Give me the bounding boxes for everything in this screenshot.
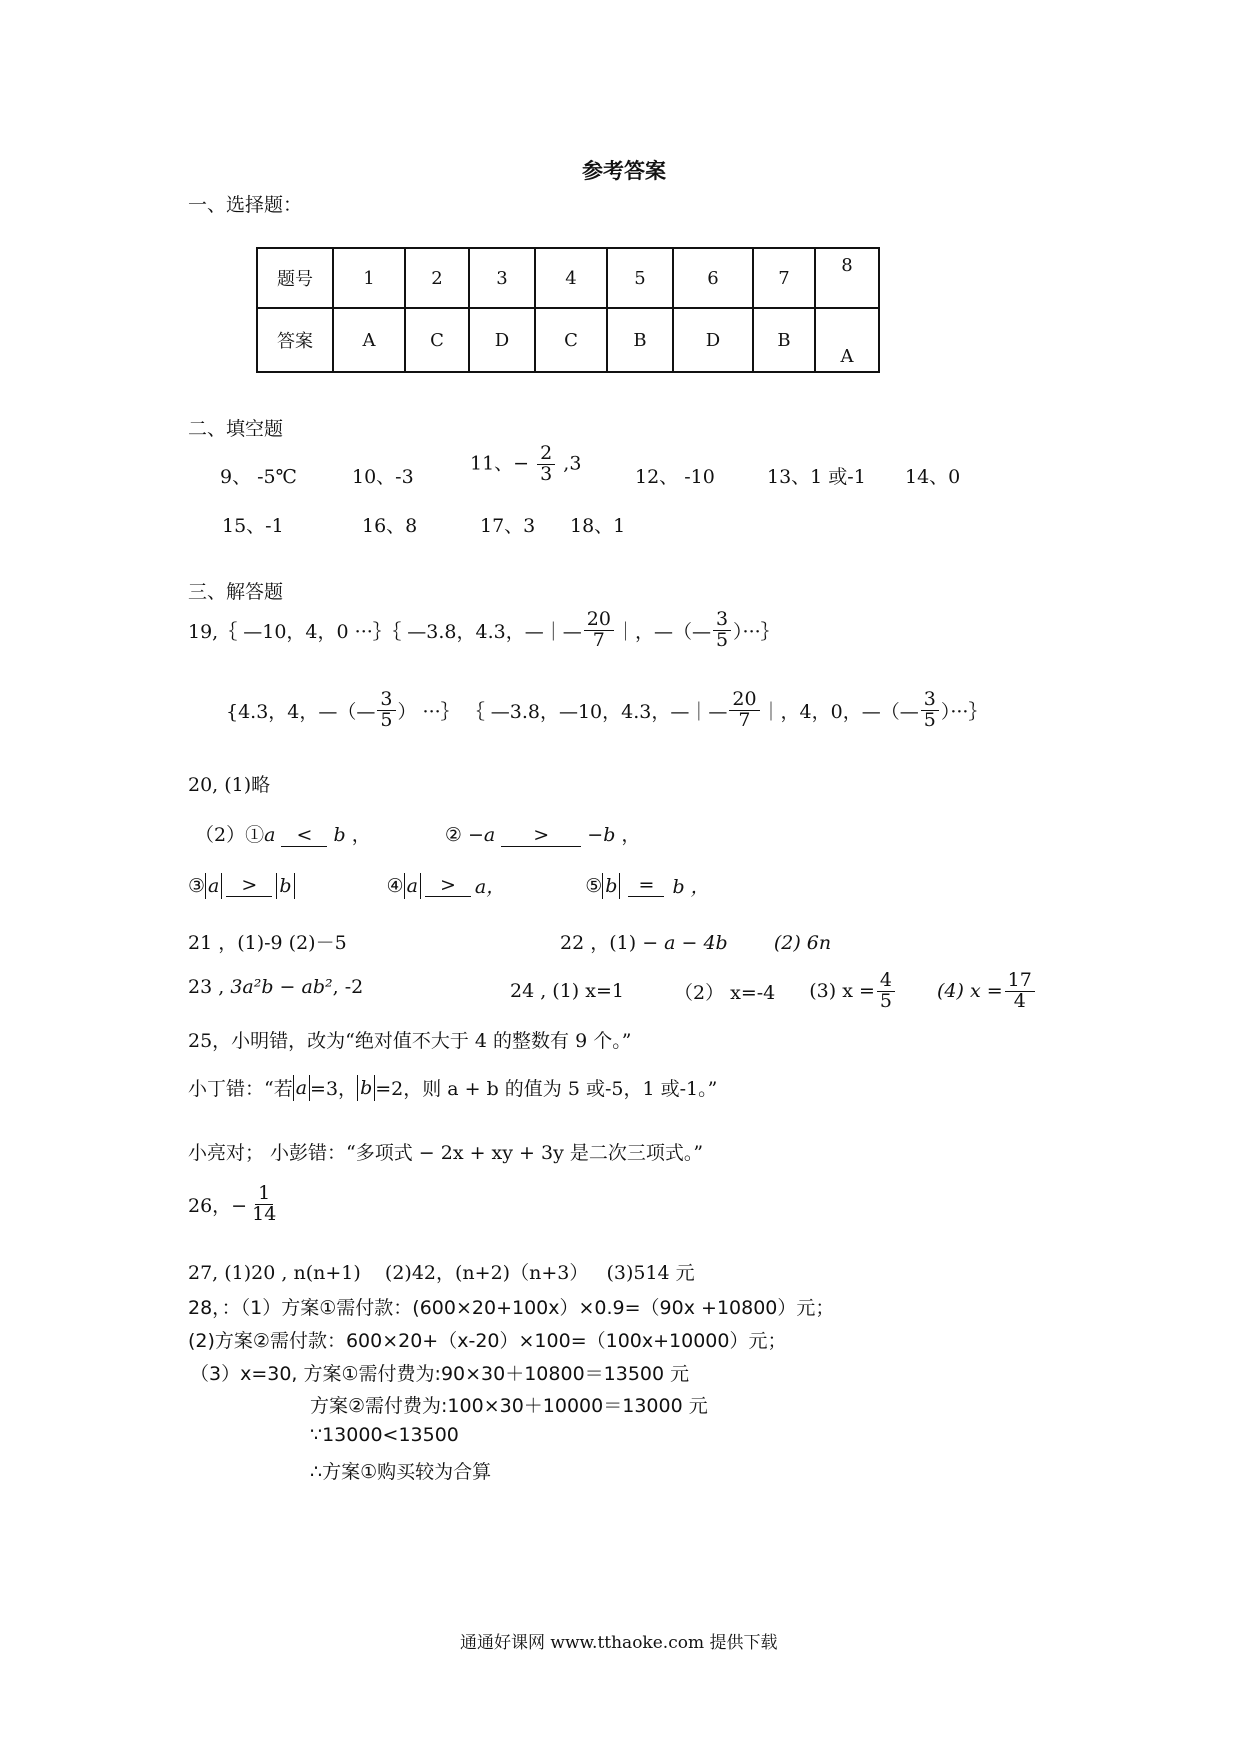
q19-fraction-3-5 <box>377 690 395 731</box>
q22-part2: (2) 6n <box>773 932 832 954</box>
abs-b: b <box>357 1075 375 1101</box>
table-cell: 5 <box>607 248 673 308</box>
relation-blank-3: > <box>226 874 272 897</box>
answer-q24 <box>510 958 1037 1024</box>
p2-comma: ， <box>351 824 371 846</box>
answer-q10: 10、-3 <box>352 466 414 488</box>
q19-l2-b: ） ···｝ ｛ —3.8，—10，4.3，—｜— <box>397 700 728 723</box>
q26-fraction <box>249 1184 279 1225</box>
table-cell: B <box>753 308 815 372</box>
var-b: b <box>333 824 346 846</box>
answer-q25-line3: 小亮对； 小彭错：“多项式 − 2x + xy + 3y 是二次三项式。” <box>188 1142 704 1164</box>
q26-prefix: 26，− <box>188 1194 248 1217</box>
answer-q19-line2 <box>226 690 987 731</box>
denominator: 4 <box>1013 989 1026 1012</box>
neg-a: −a <box>467 824 496 846</box>
circle-2: ② <box>444 824 462 846</box>
q19-fraction-3-5 <box>713 610 731 651</box>
section-heading-fill: 二、填空题 <box>188 418 284 440</box>
table-cell: A <box>815 308 879 372</box>
table-cell: B <box>607 308 673 372</box>
q24-part3: (3) x = <box>809 980 875 1002</box>
numerator: 17 <box>1005 971 1035 992</box>
table-header-label: 题号 <box>257 248 333 308</box>
var-a: a <box>264 824 276 846</box>
table-cell: A <box>333 308 405 372</box>
q23-expression: 3a²b − ab² <box>230 976 333 998</box>
answer-q21: 21 ，(1)-9 (2)－5 <box>188 932 347 954</box>
table-cell: 4 <box>535 248 607 308</box>
answer-q11 <box>470 444 581 485</box>
answer-q28-line1: 28，：（1）方案①需付款：(600×20+100x）×0.9=（90x +10800）元； <box>188 1297 835 1319</box>
numerator: 20 <box>584 610 614 631</box>
answer-q28-line2: (2)方案②需付款：600×20+（x-20）×100=（100x+10000）元； <box>188 1330 787 1352</box>
q25-l2-c: =2，则 a + b 的值为 5 或-5，1 或-1。” <box>375 1078 718 1100</box>
table-answer-label: 答案 <box>257 308 333 372</box>
table-row <box>257 248 879 308</box>
table-cell: D <box>673 308 753 372</box>
answer-q16: 16、8 <box>362 515 418 537</box>
denominator: 14 <box>252 1202 277 1225</box>
answer-q25-line1: 25，小明错，改为“绝对值不大于 4 的整数有 9 个。” <box>188 1030 632 1052</box>
var-a-end: a， <box>474 876 506 898</box>
answer-table <box>256 247 880 373</box>
circle-3: ③ <box>188 874 206 897</box>
q24-part1: 24 , (1) x=1 <box>510 980 624 1002</box>
p2-prefix: （2）① <box>195 824 265 846</box>
answer-q23 <box>188 976 363 998</box>
answer-q19-line1 <box>188 610 780 651</box>
abs-a: a <box>293 1075 310 1101</box>
section-heading-solve: 三、解答题 <box>188 581 284 603</box>
numerator: 4 <box>877 971 895 992</box>
section-heading-choice: 一、选择题： <box>188 194 303 216</box>
answer-q27: 27, (1)20 , n(n+1) (2)42，(n+2)（n+3） (3)514 元 <box>188 1262 695 1284</box>
answer-q22 <box>560 928 831 955</box>
answer-q14: 14、0 <box>905 466 961 488</box>
answer-q20-part1: 20, (1)略 <box>188 774 271 796</box>
q11-suffix: ,3 <box>563 452 582 475</box>
answer-q28-line5: ∵13000<13500 <box>310 1424 459 1446</box>
relation-blank-4: > <box>425 874 471 897</box>
neg-b: −b <box>587 824 616 846</box>
table-cell: 3 <box>469 248 535 308</box>
answer-q12: 12、 -10 <box>635 466 715 488</box>
q19-fraction-3-5 <box>921 690 939 731</box>
numerator: 20 <box>729 690 759 711</box>
table-cell: 1 <box>333 248 405 308</box>
answer-q25-line2 <box>188 1074 717 1101</box>
answer-q26 <box>188 1184 281 1225</box>
answer-q28-line6: ∴方案①购买较为合算 <box>310 1461 492 1483</box>
answer-q9: 9、 -5℃ <box>220 466 297 488</box>
q24-fraction-4-5 <box>877 968 895 1012</box>
table-cell: 8 <box>815 248 879 308</box>
q19-l2-d: ）···｝ <box>940 700 988 723</box>
numerator: 1 <box>255 1184 273 1205</box>
table-cell: 7 <box>753 248 815 308</box>
table-row <box>257 308 879 372</box>
q19-l1-b: ｜，—（— <box>615 620 711 643</box>
relation-blank-1: < <box>281 824 327 847</box>
page-title: 参考答案 <box>582 158 666 183</box>
denominator: 7 <box>592 628 605 651</box>
circle-4: ④ <box>386 874 404 897</box>
denominator: 5 <box>879 989 892 1012</box>
table-cell: C <box>535 308 607 372</box>
table-cell: 6 <box>673 248 753 308</box>
answer-q20-part3 <box>188 872 710 899</box>
numerator: 3 <box>377 690 395 711</box>
q11-prefix: 11、− <box>470 452 530 475</box>
q23-prefix: 23 , <box>188 976 225 998</box>
q19-fraction-20-7 <box>584 610 614 651</box>
q22-expression: − a − 4b <box>642 932 728 954</box>
answer-q18: 18、1 <box>570 515 626 537</box>
q25-l2-a: 小丁错：“若 <box>188 1078 293 1100</box>
relation-blank-2: > <box>501 824 581 847</box>
q19-fraction-20-7 <box>729 690 759 731</box>
table-cell: D <box>469 308 535 372</box>
q19-l1-c: ）···｝ <box>733 620 780 643</box>
table-cell: 2 <box>405 248 469 308</box>
q19-l1-a: 19,｛ —10，4，0 ···｝｛ —3.8，4.3，—｜— <box>188 620 582 643</box>
q24-part4: (4) x = <box>937 980 1003 1002</box>
answer-q17: 17、3 <box>480 515 536 537</box>
abs-a: a <box>205 873 222 899</box>
table-cell: C <box>405 308 469 372</box>
circle-5: ⑤ <box>585 874 603 897</box>
answer-q28-line4: 方案②需付费为:100×30＋10000＝13000 元 <box>310 1395 708 1417</box>
relation-blank-5: = <box>628 874 664 897</box>
var-b-end: b ， <box>672 876 710 898</box>
q19-l2-a: {4.3，4，—（— <box>226 700 376 723</box>
answer-q13: 13、1 或-1 <box>767 466 866 488</box>
p2-end: ， <box>621 824 641 846</box>
numerator: 3 <box>713 610 731 631</box>
abs-b: b <box>276 873 294 899</box>
answer-q20-part2 <box>195 820 640 847</box>
denominator: 5 <box>923 708 936 731</box>
q24-fraction-17-4 <box>1005 968 1035 1012</box>
numerator: 3 <box>921 690 939 711</box>
q11-fraction <box>537 444 555 485</box>
answer-q28-line3: （3）x=30, 方案①需付费为:90×30＋10800＝13500 元 <box>190 1363 690 1385</box>
abs-a: a <box>404 873 421 899</box>
q23-suffix: , -2 <box>332 976 364 998</box>
denominator: 5 <box>715 628 729 651</box>
abs-b: b <box>602 873 620 899</box>
q25-l2-b: =3， <box>310 1078 358 1100</box>
answer-q15: 15、-1 <box>222 515 284 537</box>
q11-denominator: 3 <box>540 462 553 485</box>
q11-numerator: 2 <box>537 444 555 465</box>
denominator: 7 <box>738 708 751 731</box>
q22-prefix: 22 ，(1) <box>560 932 637 954</box>
denominator: 5 <box>380 708 393 731</box>
q19-l2-c: ｜，4，0，—（— <box>761 700 919 723</box>
page-footer: 通通好课网 www.tthaoke.com 提供下载 <box>460 1633 778 1653</box>
q24-part2: （2） x=-4 <box>673 981 776 1004</box>
